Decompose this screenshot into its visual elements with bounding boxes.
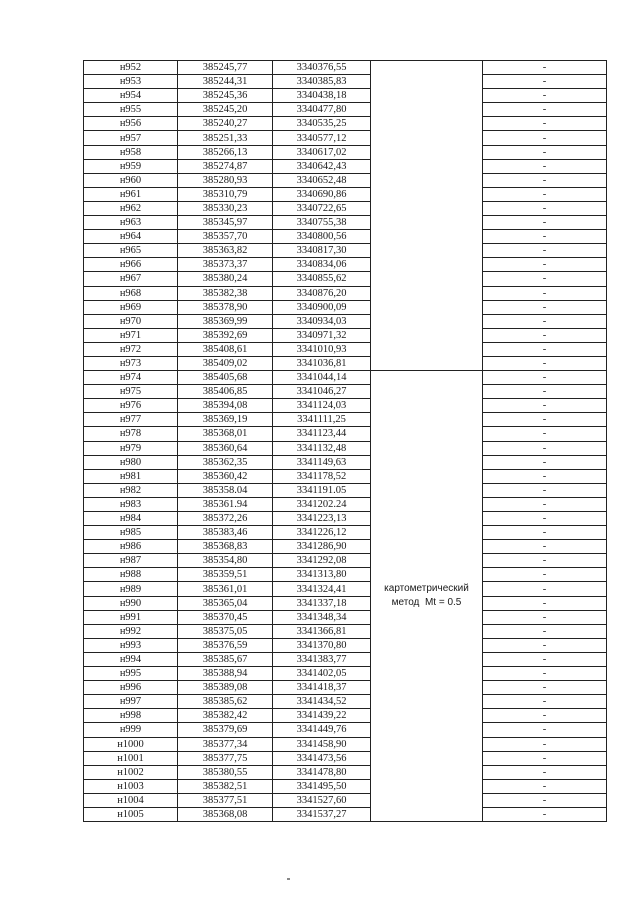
x-coordinate-cell: 385354,80 [178,554,273,568]
x-coordinate-cell: 385382,51 [178,779,273,793]
point-name-cell: н990 [84,596,178,610]
dash-cell: - [483,765,607,779]
point-name-cell: н976 [84,399,178,413]
x-coordinate-cell: 385357,70 [178,230,273,244]
dash-cell: - [483,371,607,385]
x-coordinate-cell: 385369,99 [178,314,273,328]
table-row [84,159,607,173]
x-coordinate-cell: 385266,13 [178,145,273,159]
table-row [84,145,607,159]
dash-cell: - [483,681,607,695]
table-row [84,201,607,215]
coordinates-table [83,60,607,822]
table-row [84,512,607,526]
table-row [84,244,607,258]
y-coordinate-cell: 3341473,56 [273,751,371,765]
point-name-cell: н970 [84,314,178,328]
y-coordinate-cell: 3341226,12 [273,526,371,540]
y-coordinate-cell: 3341337,18 [273,596,371,610]
y-coordinate-cell: 3341324,41 [273,582,371,596]
point-name-cell: н975 [84,385,178,399]
x-coordinate-cell: 385368,83 [178,540,273,554]
x-coordinate-cell: 385383,46 [178,526,273,540]
point-name-cell: н1003 [84,779,178,793]
point-name-cell: н974 [84,371,178,385]
table-row [84,652,607,666]
table-row [84,483,607,497]
y-coordinate-cell: 3341149,63 [273,455,371,469]
table-row [84,371,607,385]
table-row [84,103,607,117]
y-coordinate-cell: 3340722,65 [273,201,371,215]
y-coordinate-cell: 3341439,22 [273,709,371,723]
point-name-cell: н952 [84,61,178,75]
table-row [84,89,607,103]
point-name-cell: н996 [84,681,178,695]
table-row [84,568,607,582]
table-row [84,187,607,201]
y-coordinate-cell: 3341527,60 [273,793,371,807]
dash-cell: - [483,272,607,286]
method-label-line-1: картометрический [384,583,469,595]
y-coordinate-cell: 3340642,43 [273,159,371,173]
y-coordinate-cell: 3341286,90 [273,540,371,554]
point-name-cell: н958 [84,145,178,159]
table-row [84,314,607,328]
dash-cell: - [483,413,607,427]
x-coordinate-cell: 385388,94 [178,667,273,681]
point-name-cell: н995 [84,667,178,681]
y-coordinate-cell: 3341046,27 [273,385,371,399]
dash-cell: - [483,145,607,159]
table-row [84,117,607,131]
point-name-cell: н956 [84,117,178,131]
table-row [84,300,607,314]
dash-cell: - [483,230,607,244]
point-name-cell: н1005 [84,807,178,821]
point-name-cell: н969 [84,300,178,314]
y-coordinate-cell: 3341313,80 [273,568,371,582]
point-name-cell: н991 [84,610,178,624]
x-coordinate-cell: 385385,62 [178,695,273,709]
table-row [84,793,607,807]
dash-cell: - [483,131,607,145]
x-coordinate-cell: 385405,68 [178,371,273,385]
point-name-cell: н977 [84,413,178,427]
y-coordinate-cell: 3340690,86 [273,187,371,201]
dash-cell: - [483,159,607,173]
x-coordinate-cell: 385363,82 [178,244,273,258]
point-name-cell: н989 [84,582,178,596]
x-coordinate-cell: 385377,51 [178,793,273,807]
method-label-line-2: метод Mt = 0.5 [391,597,462,609]
dash-cell: - [483,667,607,681]
table-row [84,582,607,596]
table-row [84,765,607,779]
table-row [84,681,607,695]
point-name-cell: н966 [84,258,178,272]
y-coordinate-cell: 3341402,05 [273,667,371,681]
y-coordinate-cell: 3341010,93 [273,342,371,356]
x-coordinate-cell: 385372,26 [178,512,273,526]
point-name-cell: н962 [84,201,178,215]
point-name-cell: н986 [84,540,178,554]
y-coordinate-cell: 3340535,25 [273,117,371,131]
table-row [84,469,607,483]
point-name-cell: н968 [84,286,178,300]
y-coordinate-cell: 3341191.05 [273,483,371,497]
x-coordinate-cell: 385377,75 [178,751,273,765]
y-coordinate-cell: 3341495,50 [273,779,371,793]
dash-cell: - [483,497,607,511]
point-name-cell: н997 [84,695,178,709]
table-row [84,807,607,821]
dash-cell: - [483,342,607,356]
table-row [84,230,607,244]
y-coordinate-cell: 3341044,14 [273,371,371,385]
x-coordinate-cell: 385361.94 [178,497,273,511]
point-name-cell: н994 [84,652,178,666]
table-row [84,342,607,356]
dash-cell: - [483,187,607,201]
x-coordinate-cell: 385379,69 [178,723,273,737]
dash-cell: - [483,568,607,582]
dash-cell: - [483,582,607,596]
point-name-cell: н957 [84,131,178,145]
x-coordinate-cell: 385377,34 [178,737,273,751]
dash-cell: - [483,328,607,342]
table-row [84,709,607,723]
point-name-cell: н984 [84,512,178,526]
point-name-cell: н965 [84,244,178,258]
table-row [84,610,607,624]
dash-cell: - [483,441,607,455]
point-name-cell: н1000 [84,737,178,751]
dash-cell: - [483,300,607,314]
table-row [84,751,607,765]
point-name-cell: н971 [84,328,178,342]
y-coordinate-cell: 3341202.24 [273,497,371,511]
table-row [84,399,607,413]
dash-cell: - [483,427,607,441]
table-row [84,272,607,286]
x-coordinate-cell: 385409,02 [178,356,273,370]
point-name-cell: н967 [84,272,178,286]
dash-cell: - [483,61,607,75]
method-cell-empty [371,61,483,371]
x-coordinate-cell: 385365,04 [178,596,273,610]
x-coordinate-cell: 385245,20 [178,103,273,117]
point-name-cell: н959 [84,159,178,173]
dash-cell: - [483,526,607,540]
table-row [84,554,607,568]
x-coordinate-cell: 385361,01 [178,582,273,596]
x-coordinate-cell: 385360,64 [178,441,273,455]
table-row [84,695,607,709]
y-coordinate-cell: 3341124,03 [273,399,371,413]
dash-cell: - [483,385,607,399]
y-coordinate-cell: 3341178,52 [273,469,371,483]
x-coordinate-cell: 385360,42 [178,469,273,483]
table-row [84,667,607,681]
table-row [84,427,607,441]
x-coordinate-cell: 385245,36 [178,89,273,103]
y-coordinate-cell: 3341132,48 [273,441,371,455]
point-name-cell: н985 [84,526,178,540]
point-name-cell: н983 [84,497,178,511]
point-name-cell: н988 [84,568,178,582]
point-name-cell: н973 [84,356,178,370]
y-coordinate-cell: 3340817,30 [273,244,371,258]
y-coordinate-cell: 3340934,03 [273,314,371,328]
point-name-cell: н992 [84,624,178,638]
x-coordinate-cell: 385245,77 [178,61,273,75]
y-coordinate-cell: 3341123,44 [273,427,371,441]
table-row [84,779,607,793]
scan-speck [287,878,290,880]
x-coordinate-cell: 385240,27 [178,117,273,131]
point-name-cell: н1002 [84,765,178,779]
table-row [84,258,607,272]
table-row [84,455,607,469]
point-name-cell: н982 [84,483,178,497]
x-coordinate-cell: 385408,61 [178,342,273,356]
y-coordinate-cell: 3340855,62 [273,272,371,286]
table-row [84,497,607,511]
x-coordinate-cell: 385389,08 [178,681,273,695]
dash-cell: - [483,75,607,89]
dash-cell: - [483,737,607,751]
y-coordinate-cell: 3340617,02 [273,145,371,159]
x-coordinate-cell: 385406,85 [178,385,273,399]
x-coordinate-cell: 385362,35 [178,455,273,469]
dash-cell: - [483,596,607,610]
table-row [84,413,607,427]
dash-cell: - [483,512,607,526]
y-coordinate-cell: 3341478,80 [273,765,371,779]
x-coordinate-cell: 385359,51 [178,568,273,582]
dash-cell: - [483,173,607,187]
y-coordinate-cell: 3340971,32 [273,328,371,342]
dash-cell: - [483,779,607,793]
x-coordinate-cell: 385280,93 [178,173,273,187]
dash-cell: - [483,455,607,469]
y-coordinate-cell: 3341348,34 [273,610,371,624]
y-coordinate-cell: 3340900,09 [273,300,371,314]
dash-cell: - [483,399,607,413]
table-row [84,61,607,75]
dash-cell: - [483,652,607,666]
table-row [84,328,607,342]
y-coordinate-cell: 3340385,83 [273,75,371,89]
y-coordinate-cell: 3341036,81 [273,356,371,370]
dash-cell: - [483,286,607,300]
point-name-cell: н954 [84,89,178,103]
point-name-cell: н964 [84,230,178,244]
y-coordinate-cell: 3340755,38 [273,216,371,230]
point-name-cell: н953 [84,75,178,89]
x-coordinate-cell: 385382,38 [178,286,273,300]
y-coordinate-cell: 3341418,37 [273,681,371,695]
x-coordinate-cell: 385375,05 [178,624,273,638]
y-coordinate-cell: 3341370,80 [273,638,371,652]
table-row [84,356,607,370]
x-coordinate-cell: 385392,69 [178,328,273,342]
dash-cell: - [483,117,607,131]
table-row [84,624,607,638]
point-name-cell: н999 [84,723,178,737]
x-coordinate-cell: 385385,67 [178,652,273,666]
dash-cell: - [483,469,607,483]
y-coordinate-cell: 3340438,18 [273,89,371,103]
dash-cell: - [483,258,607,272]
dash-cell: - [483,314,607,328]
y-coordinate-cell: 3341458,90 [273,737,371,751]
table-row [84,638,607,652]
point-name-cell: н1004 [84,793,178,807]
point-name-cell: н979 [84,441,178,455]
dash-cell: - [483,244,607,258]
x-coordinate-cell: 385378,90 [178,300,273,314]
x-coordinate-cell: 385370,45 [178,610,273,624]
dash-cell: - [483,751,607,765]
x-coordinate-cell: 385274,87 [178,159,273,173]
point-name-cell: н972 [84,342,178,356]
y-coordinate-cell: 3341111,25 [273,413,371,427]
y-coordinate-cell: 3341434,52 [273,695,371,709]
x-coordinate-cell: 385376,59 [178,638,273,652]
table-row [84,385,607,399]
y-coordinate-cell: 3341449,76 [273,723,371,737]
method-cell [371,371,483,822]
dash-cell: - [483,103,607,117]
table-row [84,216,607,230]
point-name-cell: н987 [84,554,178,568]
x-coordinate-cell: 385310,79 [178,187,273,201]
y-coordinate-cell: 3341292,08 [273,554,371,568]
dash-cell: - [483,709,607,723]
point-name-cell: н960 [84,173,178,187]
x-coordinate-cell: 385244,31 [178,75,273,89]
x-coordinate-cell: 385382,42 [178,709,273,723]
x-coordinate-cell: 385369,19 [178,413,273,427]
y-coordinate-cell: 3340477,80 [273,103,371,117]
y-coordinate-cell: 3340800,56 [273,230,371,244]
y-coordinate-cell: 3340376,55 [273,61,371,75]
x-coordinate-cell: 385368,08 [178,807,273,821]
x-coordinate-cell: 385330,23 [178,201,273,215]
table-row [84,286,607,300]
point-name-cell: н961 [84,187,178,201]
dash-cell: - [483,793,607,807]
y-coordinate-cell: 3341537,27 [273,807,371,821]
table-row [84,173,607,187]
point-name-cell: н998 [84,709,178,723]
y-coordinate-cell: 3341383,77 [273,652,371,666]
point-name-cell: н1001 [84,751,178,765]
dash-cell: - [483,638,607,652]
dash-cell: - [483,201,607,215]
y-coordinate-cell: 3340876,20 [273,286,371,300]
dash-cell: - [483,540,607,554]
dash-cell: - [483,216,607,230]
table-row [84,526,607,540]
x-coordinate-cell: 385394,08 [178,399,273,413]
point-name-cell: н978 [84,427,178,441]
y-coordinate-cell: 3341366,81 [273,624,371,638]
dash-cell: - [483,554,607,568]
dash-cell: - [483,610,607,624]
y-coordinate-cell: 3340834,06 [273,258,371,272]
x-coordinate-cell: 385358.04 [178,483,273,497]
dash-cell: - [483,624,607,638]
dash-cell: - [483,89,607,103]
point-name-cell: н993 [84,638,178,652]
table-row [84,441,607,455]
y-coordinate-cell: 3340577,12 [273,131,371,145]
y-coordinate-cell: 3340652,48 [273,173,371,187]
y-coordinate-cell: 3341223,13 [273,512,371,526]
dash-cell: - [483,723,607,737]
x-coordinate-cell: 385368,01 [178,427,273,441]
point-name-cell: н963 [84,216,178,230]
x-coordinate-cell: 385380,24 [178,272,273,286]
dash-cell: - [483,356,607,370]
dash-cell: - [483,695,607,709]
dash-cell: - [483,483,607,497]
x-coordinate-cell: 385380,55 [178,765,273,779]
coordinates-table-body [84,61,607,822]
x-coordinate-cell: 385345,97 [178,216,273,230]
point-name-cell: н980 [84,455,178,469]
table-row [84,723,607,737]
table-row [84,540,607,554]
table-row [84,75,607,89]
table-row [84,737,607,751]
point-name-cell: н981 [84,469,178,483]
point-name-cell: н955 [84,103,178,117]
dash-cell: - [483,807,607,821]
table-row [84,131,607,145]
x-coordinate-cell: 385251,33 [178,131,273,145]
table-row [84,596,607,610]
x-coordinate-cell: 385373,37 [178,258,273,272]
